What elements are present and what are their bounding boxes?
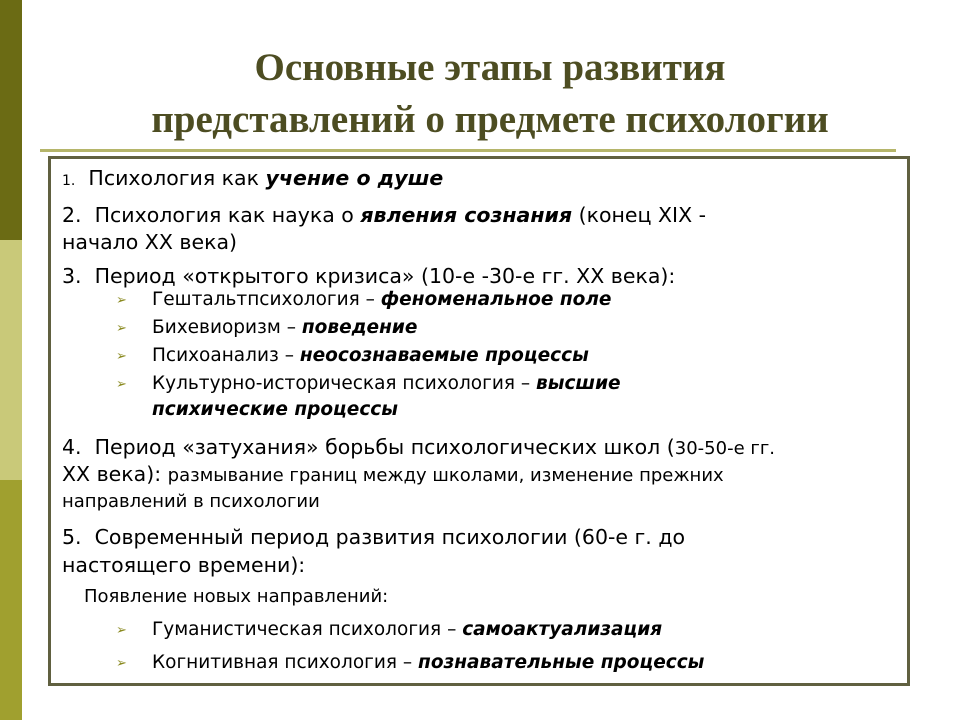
item-5-continuation: настоящего времени): (62, 553, 306, 577)
item-2-text: Психология как наука о (94, 203, 361, 227)
item-5-sub-2 (152, 652, 704, 673)
item-3-sub-4-highlight: высшие (536, 373, 621, 394)
item-2-tail: (конец XIX - (572, 203, 707, 227)
side-bar-middle (0, 240, 22, 480)
item-3-sub-1-text: Гештальтпсихология – (152, 289, 381, 310)
item-3-sub-1-highlight: феноменальное поле (380, 289, 612, 310)
title-divider (40, 149, 896, 152)
item-4-text: Период «затухания» борьбы психологических школ ( (94, 435, 675, 459)
side-bar-top (0, 0, 22, 240)
item-4 (62, 435, 775, 459)
item-5 (62, 525, 685, 549)
item-2 (62, 203, 706, 227)
item-3-number: 3. (62, 264, 82, 288)
item-2-continuation: начало XX века) (62, 230, 238, 254)
item-4-continuation-2: направлений в психологии (62, 491, 320, 512)
arrow-bullet-icon: ➢ (116, 293, 127, 308)
item-5-number: 5. (62, 525, 82, 549)
item-4-cont-a: XX века): (62, 462, 168, 486)
arrow-bullet-icon: ➢ (116, 623, 127, 638)
item-3-sub-2-highlight: поведение (301, 317, 418, 338)
item-1 (62, 166, 443, 190)
item-2-highlight: явления сознания (360, 203, 573, 227)
title-line-1: Основные этапы развития (254, 46, 726, 89)
slide-title (40, 42, 940, 146)
item-3-sub-2-text: Бихевиоризм – (152, 317, 302, 338)
item-3-text: Период «открытого кризиса» (10-е -30-е гг. XX века): (94, 264, 676, 288)
title-line-2: представлений о предмете психологии (151, 98, 829, 141)
item-1-text: Психология как (88, 166, 266, 190)
item-1-number: 1. (62, 173, 76, 189)
arrow-bullet-icon: ➢ (116, 349, 127, 364)
item-5-text: Современный период развития психологии (60-е г. до (94, 525, 686, 549)
item-3-sub-4-text: Культурно-историческая психология – (152, 373, 537, 394)
arrow-bullet-icon: ➢ (116, 377, 127, 392)
item-5-intro: Появление новых направлений: (84, 586, 389, 607)
item-3-sub-1 (152, 289, 611, 310)
item-4-number: 4. (62, 435, 82, 459)
item-5-sub-1-text: Гуманистическая психология – (152, 619, 463, 640)
item-5-sub-2-text: Когнитивная психология – (152, 652, 419, 673)
item-1-highlight: учение о душе (265, 166, 444, 190)
item-3 (62, 264, 675, 288)
arrow-bullet-icon: ➢ (116, 656, 127, 671)
item-3-sub-4-continuation (152, 399, 398, 420)
item-3-sub-2 (152, 317, 417, 338)
item-2-number: 2. (62, 203, 82, 227)
item-3-sub-4-highlight-cont: психические процессы (152, 399, 398, 420)
item-5-sub-1 (152, 619, 662, 640)
item-4-continuation-1 (62, 462, 724, 486)
item-3-sub-3-highlight: неосознаваемые процессы (299, 345, 589, 366)
item-3-sub-3-text: Психоанализ – (152, 345, 300, 366)
item-3-sub-3 (152, 345, 589, 366)
item-4-cont-b: размывание границ между школами, изменение прежних (167, 465, 724, 486)
item-3-sub-4 (152, 373, 621, 394)
item-4-tail: 30-50-е гг. (674, 438, 776, 459)
item-5-sub-1-highlight: самоактуализация (462, 619, 663, 640)
item-5-sub-2-highlight: познавательные процессы (418, 652, 705, 673)
side-bar-bottom (0, 480, 22, 720)
arrow-bullet-icon: ➢ (116, 321, 127, 336)
